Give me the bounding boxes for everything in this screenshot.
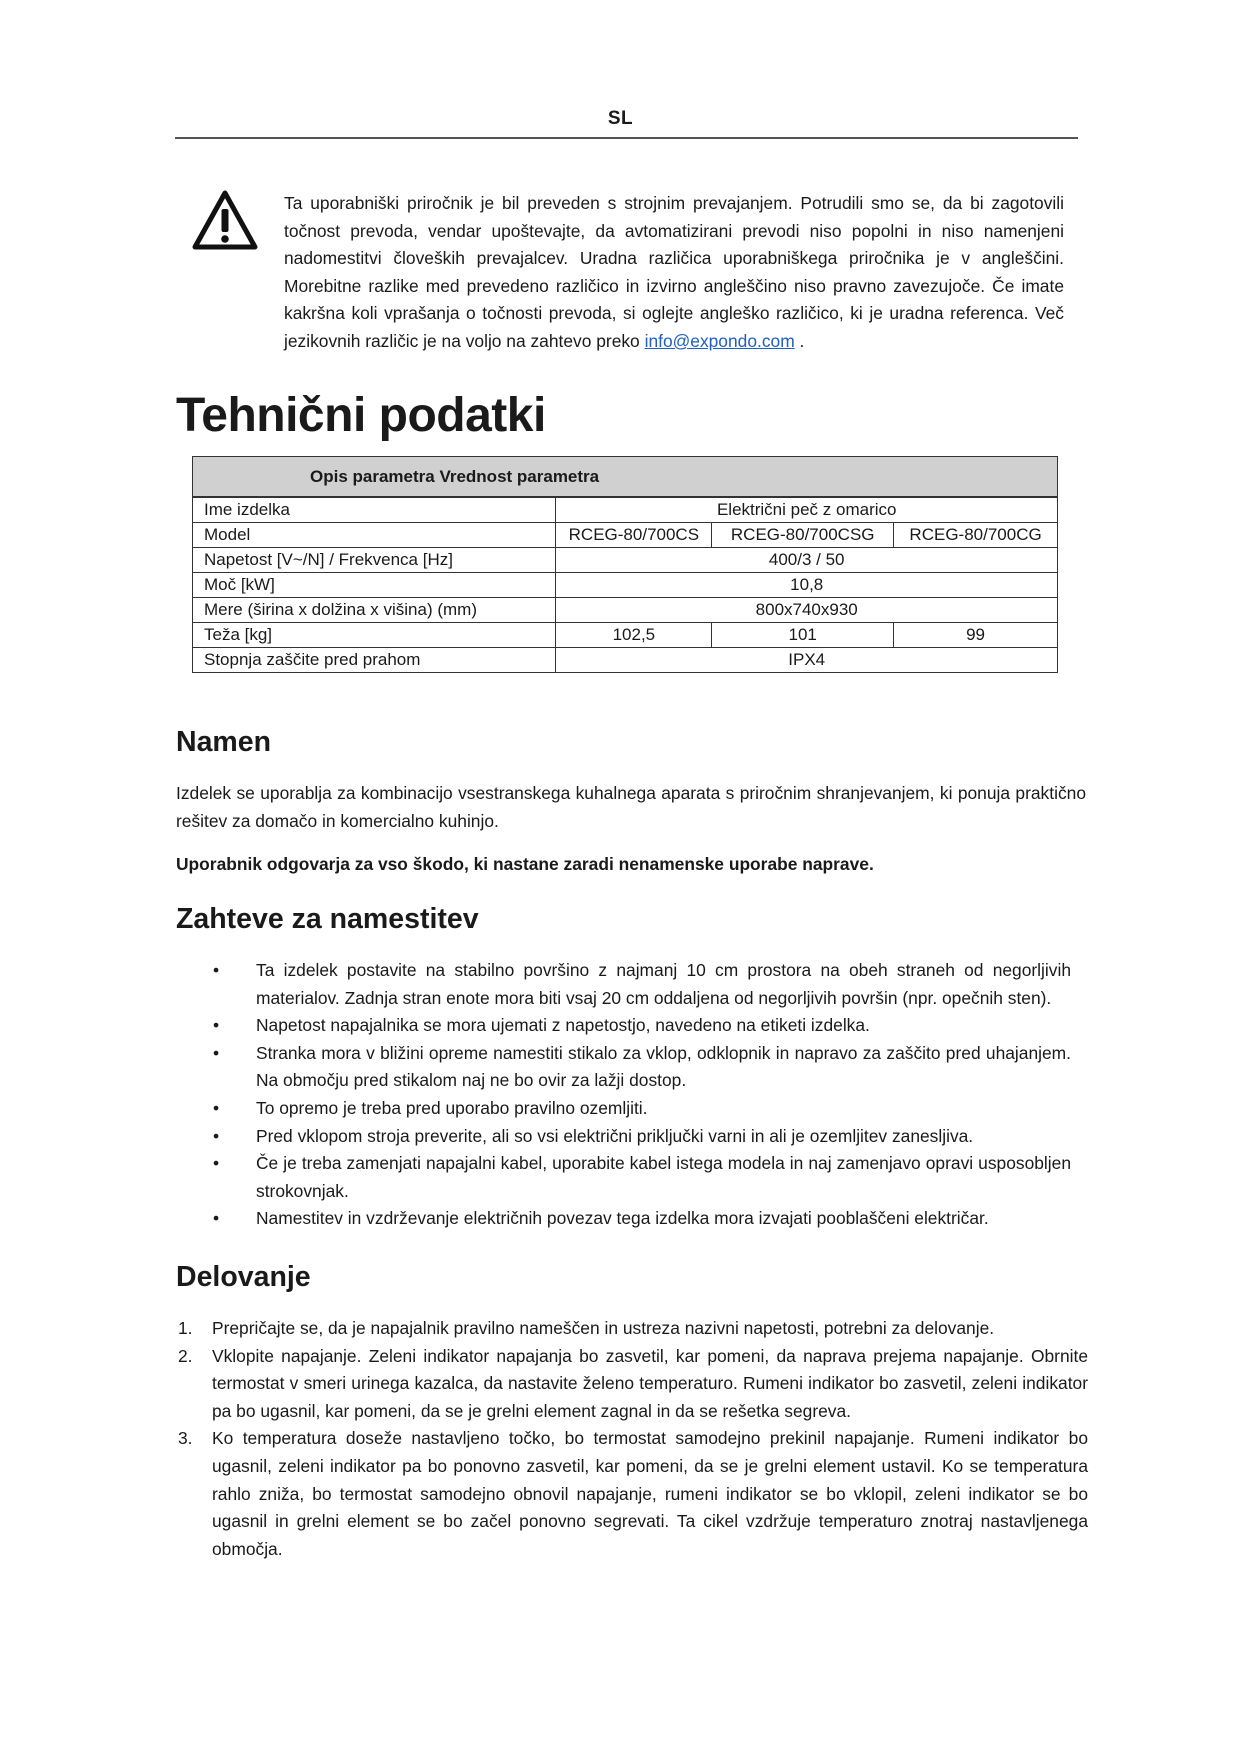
list-item: • Napetost napajalnika se mora ujemati z napetostjo, navedeno na etiketi izdelka. bbox=[176, 1012, 1071, 1040]
row-value: 400/3 / 50 bbox=[556, 548, 1058, 573]
namen-text: Izdelek se uporablja za kombinacijo vsestranskega kuhalnega aparata s priročnim shranjevanjem, ki ponuja praktično rešitev za domačo in komercialno kuhinjo. bbox=[176, 783, 1086, 831]
section-title-zahteve: Zahteve za namestitev bbox=[176, 903, 479, 935]
row-value-csg: RCEG-80/700CSG bbox=[712, 523, 894, 548]
table-row bbox=[193, 523, 1058, 548]
list-item bbox=[176, 1315, 1088, 1343]
table-row bbox=[193, 598, 1058, 623]
step-text: Prepričajte se, da je napajalnik pravilno nameščen in ustreza nazivni napetosti, potrebni za delovanje. bbox=[212, 1318, 995, 1338]
tech-data-title: Tehnični podatki bbox=[176, 389, 546, 442]
row-value-cg: RCEG-80/700CG bbox=[894, 523, 1058, 548]
step-text: Vklopite napajanje. Zeleni indikator napajanja bo zasvetil, kar pomeni, da naprava prejema napajanje. Obrnite termostat v smeri urinega kazalca, da nastavite želeno temperaturo. Rumeni indikator bo zasvetil, zeleni indikator pa bo ugasnil, kar pomeni, da se je grelni element zagnal in da se rešetka segreva. bbox=[212, 1345, 1088, 1421]
row-value: 800x740x930 bbox=[556, 598, 1058, 623]
row-label: Napetost [V~/N] / Frekvenca [Hz] bbox=[193, 548, 556, 573]
step-text: Ko temperatura doseže nastavljeno točko, bo termostat samodejno prekinil napajanje. Rumeni indikator bo ugasnil, zeleni indikator pa bo ponovno zasvetil, kar pomeni, da se je grelni element ustavil. Ko se temperatura rahlo zniža, bo termostat samodejno obnovil napajanje, rumeni indikator se bo vklopil, zeleni indikator se bo ugasnil in grelni element se bo začel ponovno segrevati. Ta cikel vzdržuje temperaturo znotraj nastavljenega območja. bbox=[212, 1428, 1088, 1559]
row-value: Električni peč z omarico bbox=[556, 497, 1058, 523]
step-number: 1. bbox=[178, 1318, 193, 1338]
list-item bbox=[176, 1343, 1088, 1426]
namen-warning: Uporabnik odgovarja za vso škodo, ki nastane zaradi nenamenske uporabe naprave. bbox=[176, 854, 874, 874]
table-row bbox=[193, 573, 1058, 598]
warning-triangle-icon bbox=[192, 190, 258, 250]
table-row bbox=[193, 548, 1058, 573]
row-label: Model bbox=[193, 523, 556, 548]
row-label: Teža [kg] bbox=[193, 623, 556, 648]
header-divider bbox=[175, 137, 1078, 139]
section-title-namen: Namen bbox=[176, 726, 272, 758]
notice-end: . bbox=[794, 330, 805, 351]
step-number: 3. bbox=[178, 1428, 193, 1449]
row-label: Moč [kW] bbox=[193, 573, 556, 598]
section-title-delovanje: Delovanje bbox=[176, 1261, 311, 1293]
table-row bbox=[193, 648, 1058, 673]
list-item: • Ta izdelek postavite na stabilno površino z najmanj 10 cm prostora na obeh straneh od negorljivih materialov. Zadnja stran enote mora biti vsaj 20 cm oddaljena od negorljivih površin (npr. opečnih sten). bbox=[176, 957, 1071, 1012]
translation-notice bbox=[284, 190, 1064, 356]
list-item bbox=[176, 1425, 1088, 1563]
row-label: Mere (širina x dolžina x višina) (mm) bbox=[193, 598, 556, 623]
row-value-cs: RCEG-80/700CS bbox=[556, 523, 712, 548]
table-header-row bbox=[193, 457, 1058, 498]
row-value: 10,8 bbox=[556, 573, 1058, 598]
operation-steps bbox=[176, 1315, 1088, 1563]
list-item: • Stranka mora v bližini opreme namestiti stikalo za vklop, odklopnik in napravo za zaščito pred uhajanjem. Na območju pred stikalom naj ne bo ovir za lažji dostop. bbox=[176, 1040, 1071, 1095]
tech-spec-table bbox=[192, 456, 1058, 673]
requirements-list bbox=[176, 957, 1071, 1233]
step-number: 2. bbox=[178, 1345, 193, 1366]
list-item: • Pred vklopom stroja preverite, ali so vsi električni priključki varni in ali je ozemljitev zanesljiva. bbox=[176, 1123, 1071, 1151]
table-row bbox=[193, 623, 1058, 648]
list-item: • Namestitev in vzdrževanje električnih povezav tega izdelka mora izvajati pooblaščeni električar. bbox=[176, 1205, 1071, 1233]
row-label: Stopnja zaščite pred prahom bbox=[193, 648, 556, 673]
notice-text: Ta uporabniški priročnik je bil preveden s strojnim prevajanjem. Potrudili smo se, da bi zagotovili točnost prevoda, vendar upoštevajte, da avtomatizirani prevodi niso popolni in niso namenjeni nadomestitvi človeških prevajalcev. Uradna različica uporabniškega priročnika je v angleščini. Morebitne razlike med prevedeno različico in izvirno angleščino niso pravno zavezujoče. Če imate kakršna koli vprašanja o točnosti prevoda, si oglejte angleško različico, ki je uradna referenca. Več jezikovnih različic je na voljo na zahtevo preko bbox=[284, 193, 1064, 351]
list-item: • To opremo je treba pred uporabo pravilno ozemljiti. bbox=[176, 1095, 1071, 1123]
table-row bbox=[193, 497, 1058, 523]
row-value-cs: 102,5 bbox=[556, 623, 712, 648]
row-value: IPX4 bbox=[556, 648, 1058, 673]
list-item: • Če je treba zamenjati napajalni kabel, uporabite kabel istega modela in naj zamenjavo opravi usposobljen strokovnjak. bbox=[176, 1150, 1071, 1205]
row-value-csg: 101 bbox=[712, 623, 894, 648]
row-label: Ime izdelka bbox=[193, 497, 556, 523]
contact-email-link[interactable]: info@expondo.com bbox=[644, 330, 795, 351]
row-value-cg: 99 bbox=[894, 623, 1058, 648]
language-code: SL bbox=[607, 108, 634, 129]
table-header: Opis parametra Vrednost parametra bbox=[193, 457, 1058, 498]
